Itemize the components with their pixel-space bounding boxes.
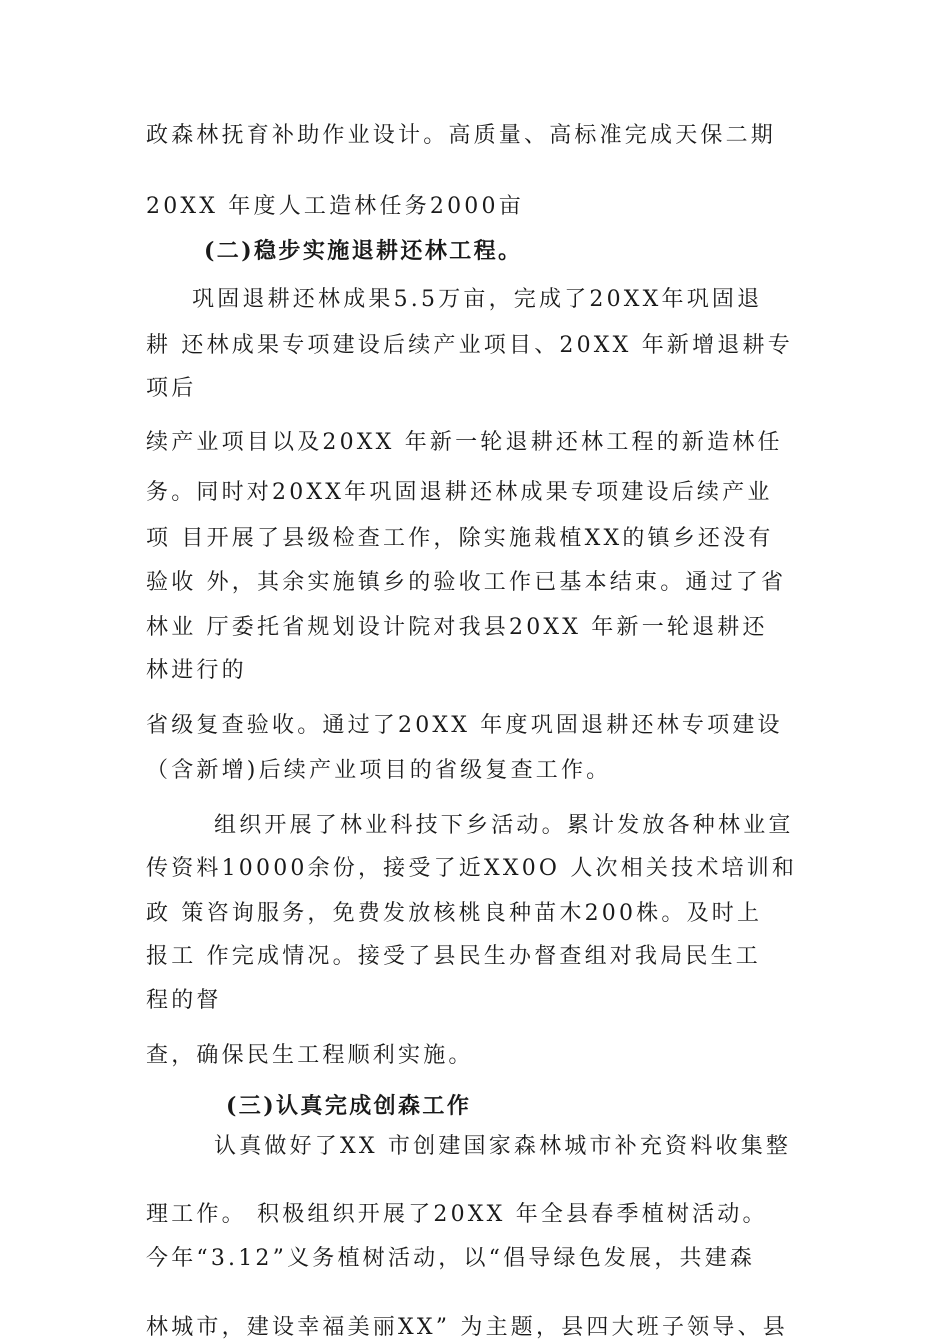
body-text-line: 续产业项目以及20XX 年新一轮退耕还林工程的新造林任 <box>146 430 783 455</box>
body-text-line: 耕 还林成果专项建设后续产业项目、20XX 年新增退耕专 <box>146 333 793 358</box>
body-text-line: 林进行的 <box>146 658 247 683</box>
section-heading: (二)稳步实施退耕还林工程。 <box>204 238 523 264</box>
section-heading: (三)认真完成创森工作 <box>226 1093 472 1119</box>
body-text-line: 传资料10000余份，接受了近XX0O 人次相关技术培训和 <box>146 856 798 881</box>
body-text-line: 20XX 年度人工造林任务2000亩 <box>146 194 524 219</box>
body-text-line: 程的督 <box>146 988 222 1013</box>
paragraph-first-line: 认真做好了XX 市创建国家森林城市补充资料收集整 <box>214 1134 792 1159</box>
body-text-line: 政 策咨询服务，免费发放核桃良种苗木200株。及时上 <box>146 901 763 926</box>
body-text-line: 务。同时对20XX年巩固退耕还林成果专项建设后续产业 <box>146 480 773 505</box>
paragraph-first-line: 组织开展了林业科技下乡活动。累计发放各种林业宣 <box>214 813 794 838</box>
body-text-line: 省级复查验收。通过了20XX 年度巩固退耕还林专项建设 <box>146 713 783 738</box>
body-text-line: 项后 <box>146 376 197 401</box>
body-text-line: 验收 外，其余实施镇乡的验收工作已基本结束。通过了省 <box>146 570 787 595</box>
body-text-line: （含新增)后续产业项目的省级复查工作。 <box>146 758 612 783</box>
body-text-line: 林业 厅委托省规划设计院对我县20XX 年新一轮退耕还 <box>146 615 768 640</box>
body-text-line: 项 目开展了县级检查工作，除实施栽植XX的镇乡还没有 <box>146 526 774 551</box>
body-text-line: 报工 作完成情况。接受了县民生办督查组对我局民生工 <box>146 944 761 969</box>
body-text-line: 今年“3.12”义务植树活动，以“倡导绿色发展，共建森 <box>146 1246 756 1271</box>
body-text-line: 林城市，建设幸福美丽XX” 为主题，县四大班子领导、县 <box>146 1315 788 1340</box>
body-text-line: 政森林抚育补助作业设计。高质量、高标准完成天保二期 <box>146 123 777 148</box>
paragraph-first-line: 巩固退耕还林成果5.5万亩，完成了20XX年巩固退 <box>192 287 763 312</box>
body-text-line: 理工作。 积极组织开展了20XX 年全县春季植树活动。 <box>146 1202 768 1227</box>
body-text-line: 查，确保民生工程顺利实施。 <box>146 1043 474 1068</box>
